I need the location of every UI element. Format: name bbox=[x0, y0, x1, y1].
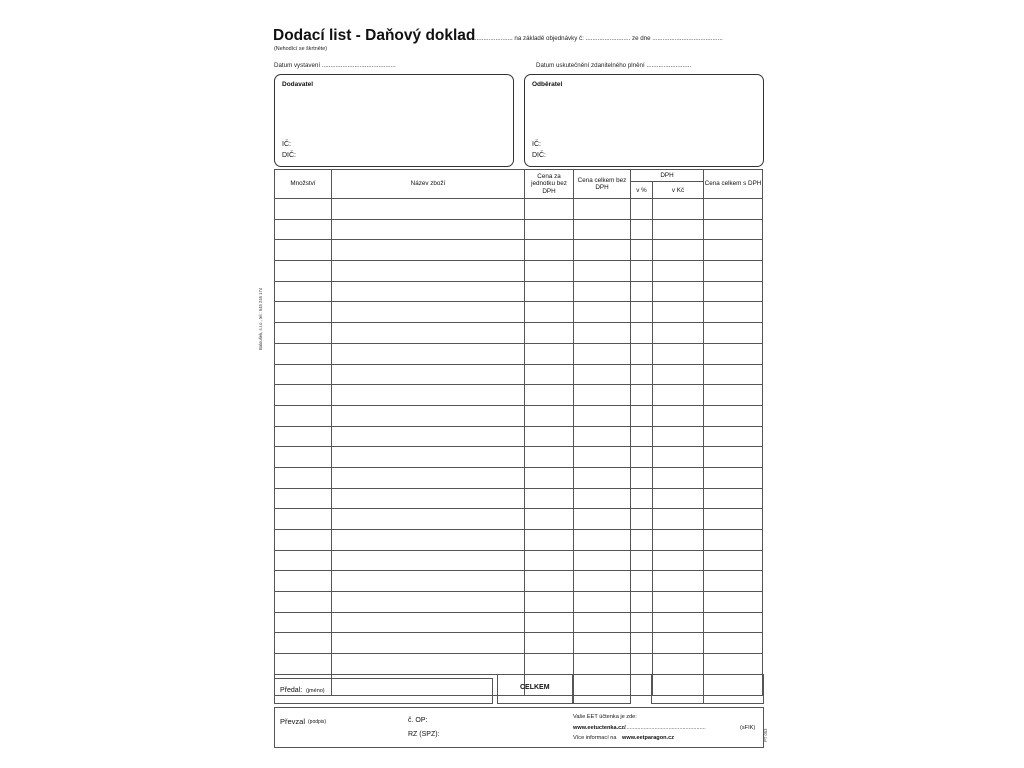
total-no-vat-cell[interactable] bbox=[574, 405, 631, 426]
total-no-vat-cell[interactable] bbox=[574, 571, 631, 592]
issue-date-field[interactable]: Datum vystavení ........................................... bbox=[274, 62, 396, 69]
item-name-cell[interactable] bbox=[332, 633, 525, 654]
qty-cell[interactable] bbox=[275, 550, 332, 571]
vat-percent-cell[interactable] bbox=[631, 592, 653, 613]
table-row bbox=[275, 199, 763, 220]
eet-paragon-link[interactable]: www.eetparagon.cz bbox=[622, 735, 675, 741]
total-no-vat-cell[interactable] bbox=[574, 219, 631, 240]
vat-czk-cell[interactable] bbox=[653, 633, 704, 654]
total-with-vat-cell[interactable] bbox=[704, 302, 763, 323]
total-with-vat-cell[interactable] bbox=[704, 405, 763, 426]
vat-czk-cell[interactable] bbox=[653, 612, 704, 633]
qty-cell[interactable] bbox=[275, 426, 332, 447]
item-name-cell[interactable] bbox=[332, 426, 525, 447]
total-with-vat-cell[interactable] bbox=[704, 654, 763, 675]
unit-price-cell[interactable] bbox=[525, 219, 574, 240]
form-code: PT 053 bbox=[763, 728, 768, 742]
order-number-line: č.............................. na základě objednávky č: .......................... ze dne ......................................... bbox=[458, 35, 723, 42]
vat-czk-cell[interactable] bbox=[653, 467, 704, 488]
qty-cell[interactable] bbox=[275, 633, 332, 654]
plate-label: RZ (SPZ): bbox=[408, 731, 440, 738]
total-no-vat-cell[interactable] bbox=[574, 467, 631, 488]
header-vat-czk: v Kč bbox=[653, 182, 704, 199]
received-sublabel: (podpis) bbox=[308, 719, 327, 725]
eet-fik-label: (sFIK) bbox=[740, 725, 756, 731]
vat-czk-cell[interactable] bbox=[653, 281, 704, 302]
unit-price-cell[interactable] bbox=[525, 343, 574, 364]
total-no-vat-cell[interactable] bbox=[574, 281, 631, 302]
item-name-cell[interactable] bbox=[332, 343, 525, 364]
vat-percent-cell[interactable] bbox=[631, 426, 653, 447]
vat-percent-cell[interactable] bbox=[631, 550, 653, 571]
supplier-box[interactable] bbox=[274, 74, 514, 167]
vat-percent-cell[interactable] bbox=[631, 509, 653, 530]
items-table bbox=[274, 169, 763, 696]
item-name-cell[interactable] bbox=[332, 467, 525, 488]
unit-price-cell[interactable] bbox=[525, 467, 574, 488]
unit-price-cell[interactable] bbox=[525, 261, 574, 282]
vat-czk-cell[interactable] bbox=[653, 447, 704, 468]
vat-czk-cell[interactable] bbox=[653, 219, 704, 240]
qty-cell[interactable] bbox=[275, 530, 332, 551]
received-label: Převzal bbox=[280, 717, 306, 726]
vat-percent-cell[interactable] bbox=[631, 612, 653, 633]
qty-cell[interactable] bbox=[275, 405, 332, 426]
total-with-vat-cell[interactable] bbox=[704, 488, 763, 509]
total-no-vat-cell[interactable] bbox=[574, 447, 631, 468]
total-no-vat-cell[interactable] bbox=[574, 550, 631, 571]
table-row bbox=[275, 612, 763, 633]
vat-czk-cell[interactable] bbox=[653, 199, 704, 220]
item-name-cell[interactable] bbox=[332, 261, 525, 282]
total-with-vat-cell[interactable] bbox=[704, 364, 763, 385]
qty-cell[interactable] bbox=[275, 447, 332, 468]
customer-box[interactable] bbox=[524, 74, 764, 167]
total-with-vat-cell[interactable] bbox=[704, 281, 763, 302]
unit-price-cell[interactable] bbox=[525, 364, 574, 385]
customer-dic: DIČ: bbox=[532, 152, 546, 159]
vat-percent-cell[interactable] bbox=[631, 281, 653, 302]
vat-czk-cell[interactable] bbox=[653, 364, 704, 385]
vat-czk-cell[interactable] bbox=[653, 261, 704, 282]
total-no-vat-cell[interactable] bbox=[574, 488, 631, 509]
unit-price-cell[interactable] bbox=[525, 323, 574, 344]
vat-percent-cell[interactable] bbox=[631, 633, 653, 654]
item-name-cell[interactable] bbox=[332, 302, 525, 323]
header-unit-price: Cena za jednotku bez DPH bbox=[525, 170, 574, 199]
total-no-vat-cell[interactable] bbox=[572, 674, 631, 704]
unit-price-cell[interactable] bbox=[525, 405, 574, 426]
table-row bbox=[275, 467, 763, 488]
unit-price-cell[interactable] bbox=[525, 447, 574, 468]
qty-cell[interactable] bbox=[275, 592, 332, 613]
total-with-vat-cell[interactable] bbox=[704, 509, 763, 530]
qty-cell[interactable] bbox=[275, 364, 332, 385]
table-row bbox=[275, 323, 763, 344]
total-with-vat-cell[interactable] bbox=[704, 530, 763, 551]
vat-czk-cell[interactable] bbox=[653, 426, 704, 447]
id-card-label: č. OP: bbox=[408, 717, 428, 724]
total-with-vat-cell[interactable] bbox=[704, 592, 763, 613]
total-with-vat-cell[interactable] bbox=[704, 261, 763, 282]
qty-cell[interactable] bbox=[275, 240, 332, 261]
eet-intro: Vaše EET účtenka je zde: bbox=[573, 714, 637, 720]
supplier-dic: DIČ: bbox=[282, 152, 296, 159]
item-name-cell[interactable] bbox=[332, 447, 525, 468]
total-with-vat-cell[interactable] bbox=[704, 426, 763, 447]
vat-czk-cell[interactable] bbox=[653, 405, 704, 426]
qty-cell[interactable] bbox=[275, 261, 332, 282]
unit-price-cell[interactable] bbox=[525, 530, 574, 551]
vat-percent-cell[interactable] bbox=[631, 467, 653, 488]
publisher-side-text: Baloušek, s.r.o., tel.: 545 245 174 bbox=[258, 287, 263, 350]
handed-over-sublabel: (jméno) bbox=[306, 688, 325, 694]
qty-cell[interactable] bbox=[275, 302, 332, 323]
document-title: Dodací list - Daňový doklad bbox=[273, 27, 476, 44]
item-name-cell[interactable] bbox=[332, 323, 525, 344]
total-with-vat-cell[interactable] bbox=[704, 323, 763, 344]
total-no-vat-cell[interactable] bbox=[574, 509, 631, 530]
vat-czk-cell[interactable] bbox=[653, 509, 704, 530]
total-with-vat-cell[interactable] bbox=[704, 219, 763, 240]
total-no-vat-cell[interactable] bbox=[574, 426, 631, 447]
vat-czk-cell[interactable] bbox=[653, 654, 704, 675]
vat-percent-cell[interactable] bbox=[631, 385, 653, 406]
vat-percent-cell[interactable] bbox=[631, 240, 653, 261]
vat-percent-cell[interactable] bbox=[631, 447, 653, 468]
header-item-name: Název zboží bbox=[332, 170, 525, 199]
table-row bbox=[275, 592, 763, 613]
total-with-vat-cell[interactable] bbox=[704, 550, 763, 571]
total-no-vat-cell[interactable] bbox=[574, 343, 631, 364]
unit-price-cell[interactable] bbox=[525, 633, 574, 654]
handed-over-label: Předal: bbox=[280, 687, 303, 694]
total-no-vat-cell[interactable] bbox=[574, 385, 631, 406]
vat-percent-cell[interactable] bbox=[631, 199, 653, 220]
total-with-vat-cell[interactable] bbox=[704, 240, 763, 261]
table-row bbox=[275, 654, 763, 675]
unit-price-cell[interactable] bbox=[525, 199, 574, 220]
eet-more-info: Více informací na bbox=[573, 735, 617, 741]
vat-percent-cell[interactable] bbox=[631, 261, 653, 282]
table-row bbox=[275, 550, 763, 571]
vat-percent-cell[interactable] bbox=[631, 530, 653, 551]
qty-cell[interactable] bbox=[275, 571, 332, 592]
vat-czk-cell[interactable] bbox=[653, 592, 704, 613]
item-name-cell[interactable] bbox=[332, 571, 525, 592]
header-vat: DPH bbox=[631, 170, 704, 182]
unit-price-cell[interactable] bbox=[525, 550, 574, 571]
vat-czk-cell[interactable] bbox=[653, 530, 704, 551]
table-row bbox=[275, 530, 763, 551]
qty-cell[interactable] bbox=[275, 612, 332, 633]
total-with-vat-cell[interactable] bbox=[704, 467, 763, 488]
total-label-box bbox=[497, 674, 574, 704]
item-name-cell[interactable] bbox=[332, 364, 525, 385]
unit-price-cell[interactable] bbox=[525, 302, 574, 323]
table-row bbox=[275, 261, 763, 282]
total-with-vat-cell[interactable] bbox=[704, 633, 763, 654]
vat-percent-cell[interactable] bbox=[631, 219, 653, 240]
total-with-vat-cell[interactable] bbox=[704, 571, 763, 592]
table-row bbox=[275, 364, 763, 385]
supplier-ic: IČ: bbox=[282, 141, 291, 148]
vat-percent-cell[interactable] bbox=[631, 405, 653, 426]
qty-cell[interactable] bbox=[275, 385, 332, 406]
unit-price-cell[interactable] bbox=[525, 240, 574, 261]
qty-cell[interactable] bbox=[275, 467, 332, 488]
table-row bbox=[275, 488, 763, 509]
item-name-cell[interactable] bbox=[332, 219, 525, 240]
vat-czk-cell[interactable] bbox=[653, 323, 704, 344]
vat-percent-cell[interactable] bbox=[631, 488, 653, 509]
total-with-vat-cell[interactable] bbox=[704, 447, 763, 468]
eet-fik-dots: .................................................... bbox=[625, 725, 706, 731]
table-row bbox=[275, 343, 763, 364]
qty-cell[interactable] bbox=[275, 281, 332, 302]
table-row bbox=[275, 219, 763, 240]
item-name-cell[interactable] bbox=[332, 385, 525, 406]
item-name-cell[interactable] bbox=[332, 530, 525, 551]
table-row bbox=[275, 633, 763, 654]
unit-price-cell[interactable] bbox=[525, 385, 574, 406]
table-row bbox=[275, 385, 763, 406]
total-no-vat-cell[interactable] bbox=[574, 654, 631, 675]
qty-cell[interactable] bbox=[275, 219, 332, 240]
header-vat-percent: v % bbox=[631, 182, 653, 199]
item-name-cell[interactable] bbox=[332, 199, 525, 220]
vat-percent-cell[interactable] bbox=[631, 674, 653, 695]
strike-note: (Nehodící se škrtněte) bbox=[274, 46, 328, 52]
total-no-vat-cell[interactable] bbox=[574, 302, 631, 323]
total-no-vat-cell[interactable] bbox=[574, 633, 631, 654]
vat-czk-cell[interactable] bbox=[653, 385, 704, 406]
vat-czk-cell[interactable] bbox=[653, 550, 704, 571]
supplier-label: Dodavatel bbox=[282, 81, 314, 88]
total-no-vat-cell[interactable] bbox=[574, 612, 631, 633]
item-name-cell[interactable] bbox=[332, 550, 525, 571]
vat-czk-cell[interactable] bbox=[653, 343, 704, 364]
unit-price-cell[interactable] bbox=[525, 509, 574, 530]
customer-ic: IČ: bbox=[532, 141, 541, 148]
total-vat-cell[interactable] bbox=[651, 674, 704, 704]
item-name-cell[interactable] bbox=[332, 488, 525, 509]
vat-percent-cell[interactable] bbox=[631, 323, 653, 344]
vat-percent-cell[interactable] bbox=[631, 654, 653, 675]
qty-cell[interactable] bbox=[275, 488, 332, 509]
handed-over-field[interactable] bbox=[274, 678, 493, 704]
unit-price-cell[interactable] bbox=[525, 592, 574, 613]
tax-date-field[interactable]: Datum uskutečnění zdanitelného plnění .......................... bbox=[536, 62, 692, 69]
total-with-vat-cell[interactable] bbox=[704, 612, 763, 633]
item-name-cell[interactable] bbox=[332, 281, 525, 302]
total-no-vat-cell[interactable] bbox=[574, 323, 631, 344]
total-label: CELKEM bbox=[520, 684, 550, 691]
unit-price-cell[interactable] bbox=[525, 571, 574, 592]
total-no-vat-cell[interactable] bbox=[574, 530, 631, 551]
vat-percent-cell[interactable] bbox=[631, 571, 653, 592]
unit-price-cell[interactable] bbox=[525, 426, 574, 447]
total-no-vat-cell[interactable] bbox=[574, 592, 631, 613]
header-quantity: Množství bbox=[275, 170, 332, 199]
received-box[interactable] bbox=[274, 707, 764, 748]
header-total-with-vat: Cena celkem s DPH bbox=[704, 170, 763, 199]
table-row bbox=[275, 571, 763, 592]
total-no-vat-cell[interactable] bbox=[574, 240, 631, 261]
total-with-vat-cell[interactable] bbox=[704, 199, 763, 220]
table-row bbox=[275, 447, 763, 468]
total-with-vat-cell[interactable] bbox=[704, 343, 763, 364]
total-with-vat-cell[interactable] bbox=[704, 385, 763, 406]
qty-cell[interactable] bbox=[275, 509, 332, 530]
vat-percent-cell[interactable] bbox=[631, 364, 653, 385]
item-name-cell[interactable] bbox=[332, 509, 525, 530]
vat-percent-cell[interactable] bbox=[631, 343, 653, 364]
table-row bbox=[275, 302, 763, 323]
item-name-cell[interactable] bbox=[332, 612, 525, 633]
qty-cell[interactable] bbox=[275, 654, 332, 675]
table-row bbox=[275, 281, 763, 302]
vat-czk-cell[interactable] bbox=[653, 571, 704, 592]
item-name-cell[interactable] bbox=[332, 654, 525, 675]
item-name-cell[interactable] bbox=[332, 592, 525, 613]
item-name-cell[interactable] bbox=[332, 405, 525, 426]
table-row bbox=[275, 426, 763, 447]
qty-cell[interactable] bbox=[275, 323, 332, 344]
grand-total-cell[interactable] bbox=[703, 674, 764, 704]
vat-percent-cell[interactable] bbox=[631, 302, 653, 323]
header-total-no-vat: Cena celkem bez DPH bbox=[574, 170, 631, 199]
table-row bbox=[275, 509, 763, 530]
qty-cell[interactable] bbox=[275, 199, 332, 220]
total-no-vat-cell[interactable] bbox=[574, 199, 631, 220]
qty-cell[interactable] bbox=[275, 343, 332, 364]
unit-price-cell[interactable] bbox=[525, 612, 574, 633]
unit-price-cell[interactable] bbox=[525, 654, 574, 675]
total-no-vat-cell[interactable] bbox=[574, 261, 631, 282]
item-name-cell[interactable] bbox=[332, 240, 525, 261]
unit-price-cell[interactable] bbox=[525, 488, 574, 509]
eet-receipt-link[interactable]: www.eetuctenka.cz/ bbox=[573, 725, 626, 731]
total-no-vat-cell[interactable] bbox=[574, 364, 631, 385]
table-row bbox=[275, 240, 763, 261]
customer-label: Odběratel bbox=[532, 81, 563, 88]
table-row bbox=[275, 405, 763, 426]
vat-czk-cell[interactable] bbox=[653, 488, 704, 509]
unit-price-cell[interactable] bbox=[525, 281, 574, 302]
vat-czk-cell[interactable] bbox=[653, 302, 704, 323]
vat-czk-cell[interactable] bbox=[653, 240, 704, 261]
